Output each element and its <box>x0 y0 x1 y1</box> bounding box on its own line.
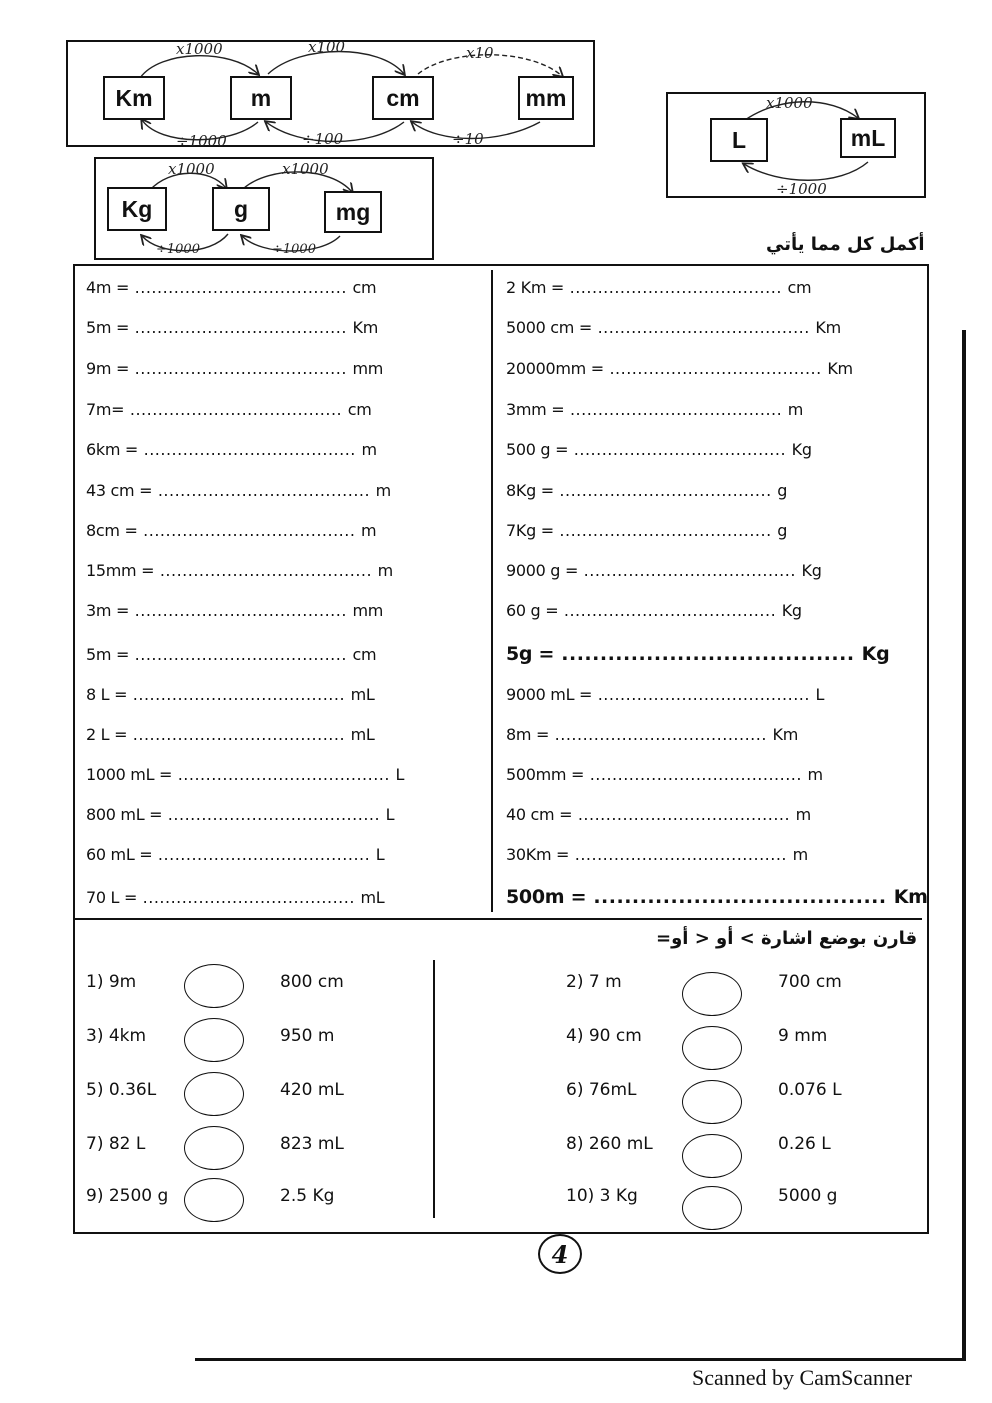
left-row <box>86 685 375 704</box>
answer-blank[interactable]: ...................................... <box>572 805 796 824</box>
right-row <box>506 643 889 665</box>
left-row <box>86 845 384 864</box>
row-unit: g <box>777 521 788 540</box>
left-row <box>86 725 375 744</box>
right-row <box>506 521 787 540</box>
row-unit: m <box>792 845 808 864</box>
compare-answer-oval[interactable] <box>682 1134 742 1178</box>
left-row <box>86 645 376 664</box>
label-div1000-g-kg: ÷1000 <box>156 242 200 257</box>
left-row <box>86 765 404 784</box>
row-unit: cm <box>787 278 812 297</box>
compare-answer-oval[interactable] <box>682 1186 742 1230</box>
row-expression: 5000 cm = <box>506 318 592 337</box>
row-expression: 30Km = <box>506 845 570 864</box>
right-row <box>506 601 802 620</box>
row-expression: 1000 mL = <box>86 765 173 784</box>
compare-answer-oval[interactable] <box>682 972 742 1016</box>
scan-edge-right <box>962 330 966 1360</box>
row-expression: 70 L = <box>86 888 138 907</box>
right-compare-left: 10) 3 Kg <box>566 1186 638 1206</box>
left-compare-right: 420 mL <box>280 1080 344 1100</box>
unit-box-ml: mL <box>840 118 896 158</box>
right-compare-right: 700 cm <box>778 972 842 992</box>
answer-blank[interactable]: ...................................... <box>124 400 348 419</box>
right-row <box>506 765 823 784</box>
page-number: 4 <box>551 1239 569 1269</box>
left-row <box>86 561 393 580</box>
row-unit: L <box>375 845 385 864</box>
right-compare-left: 6) 76mL <box>566 1080 637 1100</box>
right-row <box>506 886 928 908</box>
row-unit: m <box>361 521 377 540</box>
row-unit: Kg <box>791 440 812 459</box>
answer-blank[interactable]: ...................................... <box>558 601 782 620</box>
right-row <box>506 561 822 580</box>
unit-box-mg: mg <box>324 191 382 233</box>
row-unit: cm <box>352 278 377 297</box>
row-unit: Km <box>893 886 928 908</box>
left-row <box>86 888 384 907</box>
compare-answer-oval[interactable] <box>184 1126 244 1170</box>
row-expression: 8 L = <box>86 685 128 704</box>
right-row <box>506 725 798 744</box>
answer-blank[interactable]: ...................................... <box>591 318 816 337</box>
answer-blank[interactable]: ...................................... <box>127 685 351 704</box>
answer-blank[interactable]: ...................................... <box>554 643 862 665</box>
row-unit: m <box>377 561 393 580</box>
scan-edge-bottom <box>195 1358 966 1361</box>
left-row <box>86 481 391 500</box>
row-expression: 3mm = <box>506 400 565 419</box>
compare-answer-oval[interactable] <box>682 1080 742 1124</box>
row-expression: 9000 mL = <box>506 685 593 704</box>
left-compare-left: 5) 0.36L <box>86 1080 157 1100</box>
unit-box-mm: mm <box>518 76 574 120</box>
row-unit: Kg <box>861 643 890 665</box>
left-compare-right: 2.5 Kg <box>280 1186 335 1206</box>
answer-blank[interactable]: ...................................... <box>129 318 353 337</box>
right-row <box>506 805 811 824</box>
left-row <box>86 601 383 620</box>
compare-column-divider <box>433 960 435 1218</box>
row-expression: 6km = <box>86 440 139 459</box>
unit-box-kg: Kg <box>107 187 167 231</box>
right-compare-right: 0.26 L <box>778 1134 831 1154</box>
row-unit: m <box>807 765 823 784</box>
answer-blank[interactable]: ...................................... <box>564 278 788 297</box>
row-expression: 8m = <box>506 725 550 744</box>
row-expression: 5m = <box>86 318 130 337</box>
unit-box-m: m <box>230 76 292 120</box>
left-row <box>86 440 377 459</box>
compare-answer-oval[interactable] <box>682 1026 742 1070</box>
right-row <box>506 400 803 419</box>
answer-blank[interactable]: ...................................... <box>578 561 802 580</box>
row-expression: 500mm = <box>506 765 585 784</box>
right-compare-left: 8) 260 mL <box>566 1134 653 1154</box>
row-expression: 40 cm = <box>506 805 573 824</box>
row-unit: m <box>787 400 804 419</box>
compare-answer-oval[interactable] <box>184 964 244 1008</box>
row-unit: mm <box>352 601 384 620</box>
left-row <box>86 359 383 378</box>
column-divider <box>491 270 493 912</box>
left-row <box>86 278 376 297</box>
row-expression: 15mm = <box>86 561 155 580</box>
right-row <box>506 685 824 704</box>
left-compare-left: 3) 4km <box>86 1026 147 1046</box>
label-div100-cm-m: ÷100 <box>302 130 344 148</box>
row-expression: 500 g = <box>506 440 569 459</box>
compare-answer-oval[interactable] <box>184 1178 244 1222</box>
row-expression: 8cm = <box>86 521 138 540</box>
answer-blank[interactable]: ...................................... <box>152 845 376 864</box>
row-unit: Km <box>772 725 798 744</box>
compare-answer-oval[interactable] <box>184 1018 244 1062</box>
right-compare-right: 5000 g <box>778 1186 838 1206</box>
row-expression: 3m = <box>86 601 130 620</box>
label-div10-mm-cm: ÷10 <box>452 130 484 148</box>
answer-blank[interactable]: ...................................... <box>569 845 793 864</box>
answer-blank[interactable]: ...................................... <box>127 725 351 744</box>
right-row <box>506 845 808 864</box>
row-unit: g <box>777 481 788 500</box>
left-compare-right: 800 cm <box>280 972 344 992</box>
right-row <box>506 359 853 378</box>
answer-blank[interactable]: ...................................... <box>129 359 353 378</box>
unit-box-l: L <box>710 118 768 162</box>
answer-blank[interactable]: ...................................... <box>568 440 792 459</box>
row-expression: 2 L = <box>86 725 128 744</box>
right-row <box>506 278 811 297</box>
row-expression: 5g = <box>506 643 555 665</box>
row-unit: mL <box>350 725 375 744</box>
right-compare-right: 0.076 L <box>778 1080 842 1100</box>
answer-blank[interactable]: ...................................... <box>129 601 353 620</box>
row-unit: m <box>361 440 377 459</box>
right-compare-left: 2) 7 m <box>566 972 622 992</box>
label-x1000-kg-g: x1000 <box>168 160 215 178</box>
compare-section-title: قارن بوضع اشارة > أو < أو= <box>656 928 918 949</box>
section-divider <box>74 918 922 920</box>
label-div1000-m-km: ÷1000 <box>176 132 227 150</box>
row-expression: 2 Km = <box>506 278 565 297</box>
answer-blank[interactable]: ...................................... <box>603 359 828 378</box>
row-unit: mL <box>350 685 375 704</box>
answer-blank[interactable]: ...................................... <box>584 765 808 784</box>
row-unit: Km <box>352 318 378 337</box>
row-unit: L <box>385 805 395 824</box>
label-x1000-l-ml: x1000 <box>766 94 813 112</box>
left-row <box>86 318 378 337</box>
row-unit: L <box>815 685 825 704</box>
row-unit: cm <box>347 400 372 419</box>
answer-blank[interactable]: ...................................... <box>592 685 816 704</box>
compare-answer-oval[interactable] <box>184 1072 244 1116</box>
page-number-circle <box>538 1234 582 1274</box>
answer-blank[interactable]: ...................................... <box>564 400 788 419</box>
answer-blank[interactable]: ...................................... <box>162 805 386 824</box>
row-expression: 800 mL = <box>86 805 163 824</box>
left-row <box>86 400 372 419</box>
row-unit: Km <box>815 318 841 337</box>
unit-box-g: g <box>212 187 270 231</box>
row-expression: 9m = <box>86 359 130 378</box>
answer-blank[interactable]: ...................................... <box>152 481 376 500</box>
label-x1000-km-m: x1000 <box>176 40 223 58</box>
row-unit: mm <box>352 359 384 378</box>
left-compare-right: 823 mL <box>280 1134 344 1154</box>
right-compare-left: 4) 90 cm <box>566 1026 642 1046</box>
left-compare-left: 1) 9m <box>86 972 137 992</box>
answer-blank[interactable]: ...................................... <box>549 725 773 744</box>
label-x1000-g-mg: x1000 <box>282 160 329 178</box>
row-unit: cm <box>352 645 377 664</box>
label-div1000-ml-l: ÷1000 <box>776 180 827 198</box>
row-expression: 8Kg = <box>506 481 554 500</box>
answer-blank[interactable]: ...................................... <box>553 521 778 540</box>
answer-blank[interactable]: ...................................... <box>172 765 396 784</box>
row-expression: 60 mL = <box>86 845 153 864</box>
right-row <box>506 440 812 459</box>
left-compare-right: 950 m <box>280 1026 335 1046</box>
row-expression: 7Kg = <box>506 521 554 540</box>
row-unit: Km <box>827 359 853 378</box>
label-div1000-mg-g: ÷1000 <box>272 242 316 257</box>
right-compare-right: 9 mm <box>778 1026 828 1046</box>
answer-blank[interactable]: ...................................... <box>129 645 353 664</box>
row-expression: 43 cm = <box>86 481 153 500</box>
row-unit: Kg <box>781 601 802 620</box>
row-unit: m <box>375 481 391 500</box>
answer-blank[interactable]: ...................................... <box>553 481 778 500</box>
answer-blank[interactable]: ...................................... <box>154 561 378 580</box>
row-unit: mL <box>360 888 385 907</box>
row-expression: 60 g = <box>506 601 559 620</box>
left-compare-left: 9) 2500 g <box>86 1186 169 1206</box>
answer-blank[interactable]: ...................................... <box>138 440 362 459</box>
row-expression: 9000 g = <box>506 561 579 580</box>
left-row <box>86 521 376 540</box>
row-unit: L <box>395 765 405 784</box>
answer-blank[interactable]: ...................................... <box>129 278 353 297</box>
row-expression: 7m= <box>86 400 125 419</box>
right-row <box>506 481 787 500</box>
unit-box-cm: cm <box>372 76 434 120</box>
label-x10-cm-mm: x10 <box>466 44 494 62</box>
answer-blank[interactable]: ...................................... <box>137 888 361 907</box>
left-row <box>86 805 394 824</box>
row-expression: 20000mm = <box>506 359 604 378</box>
unit-box-km: Km <box>103 76 165 120</box>
row-unit: m <box>795 805 811 824</box>
complete-section-title: أكمل كل مما يأتي <box>766 234 925 255</box>
answer-blank[interactable]: ...................................... <box>137 521 361 540</box>
row-expression: 5m = <box>86 645 130 664</box>
answer-blank[interactable]: ...................................... <box>586 886 894 908</box>
left-compare-left: 7) 82 L <box>86 1134 146 1154</box>
row-unit: Kg <box>801 561 822 580</box>
row-expression: 4m = <box>86 278 130 297</box>
scanner-watermark: Scanned by CamScanner <box>692 1365 912 1390</box>
label-x100-m-cm: x100 <box>308 38 346 56</box>
right-row <box>506 318 841 337</box>
row-expression: 500m = <box>506 886 587 908</box>
